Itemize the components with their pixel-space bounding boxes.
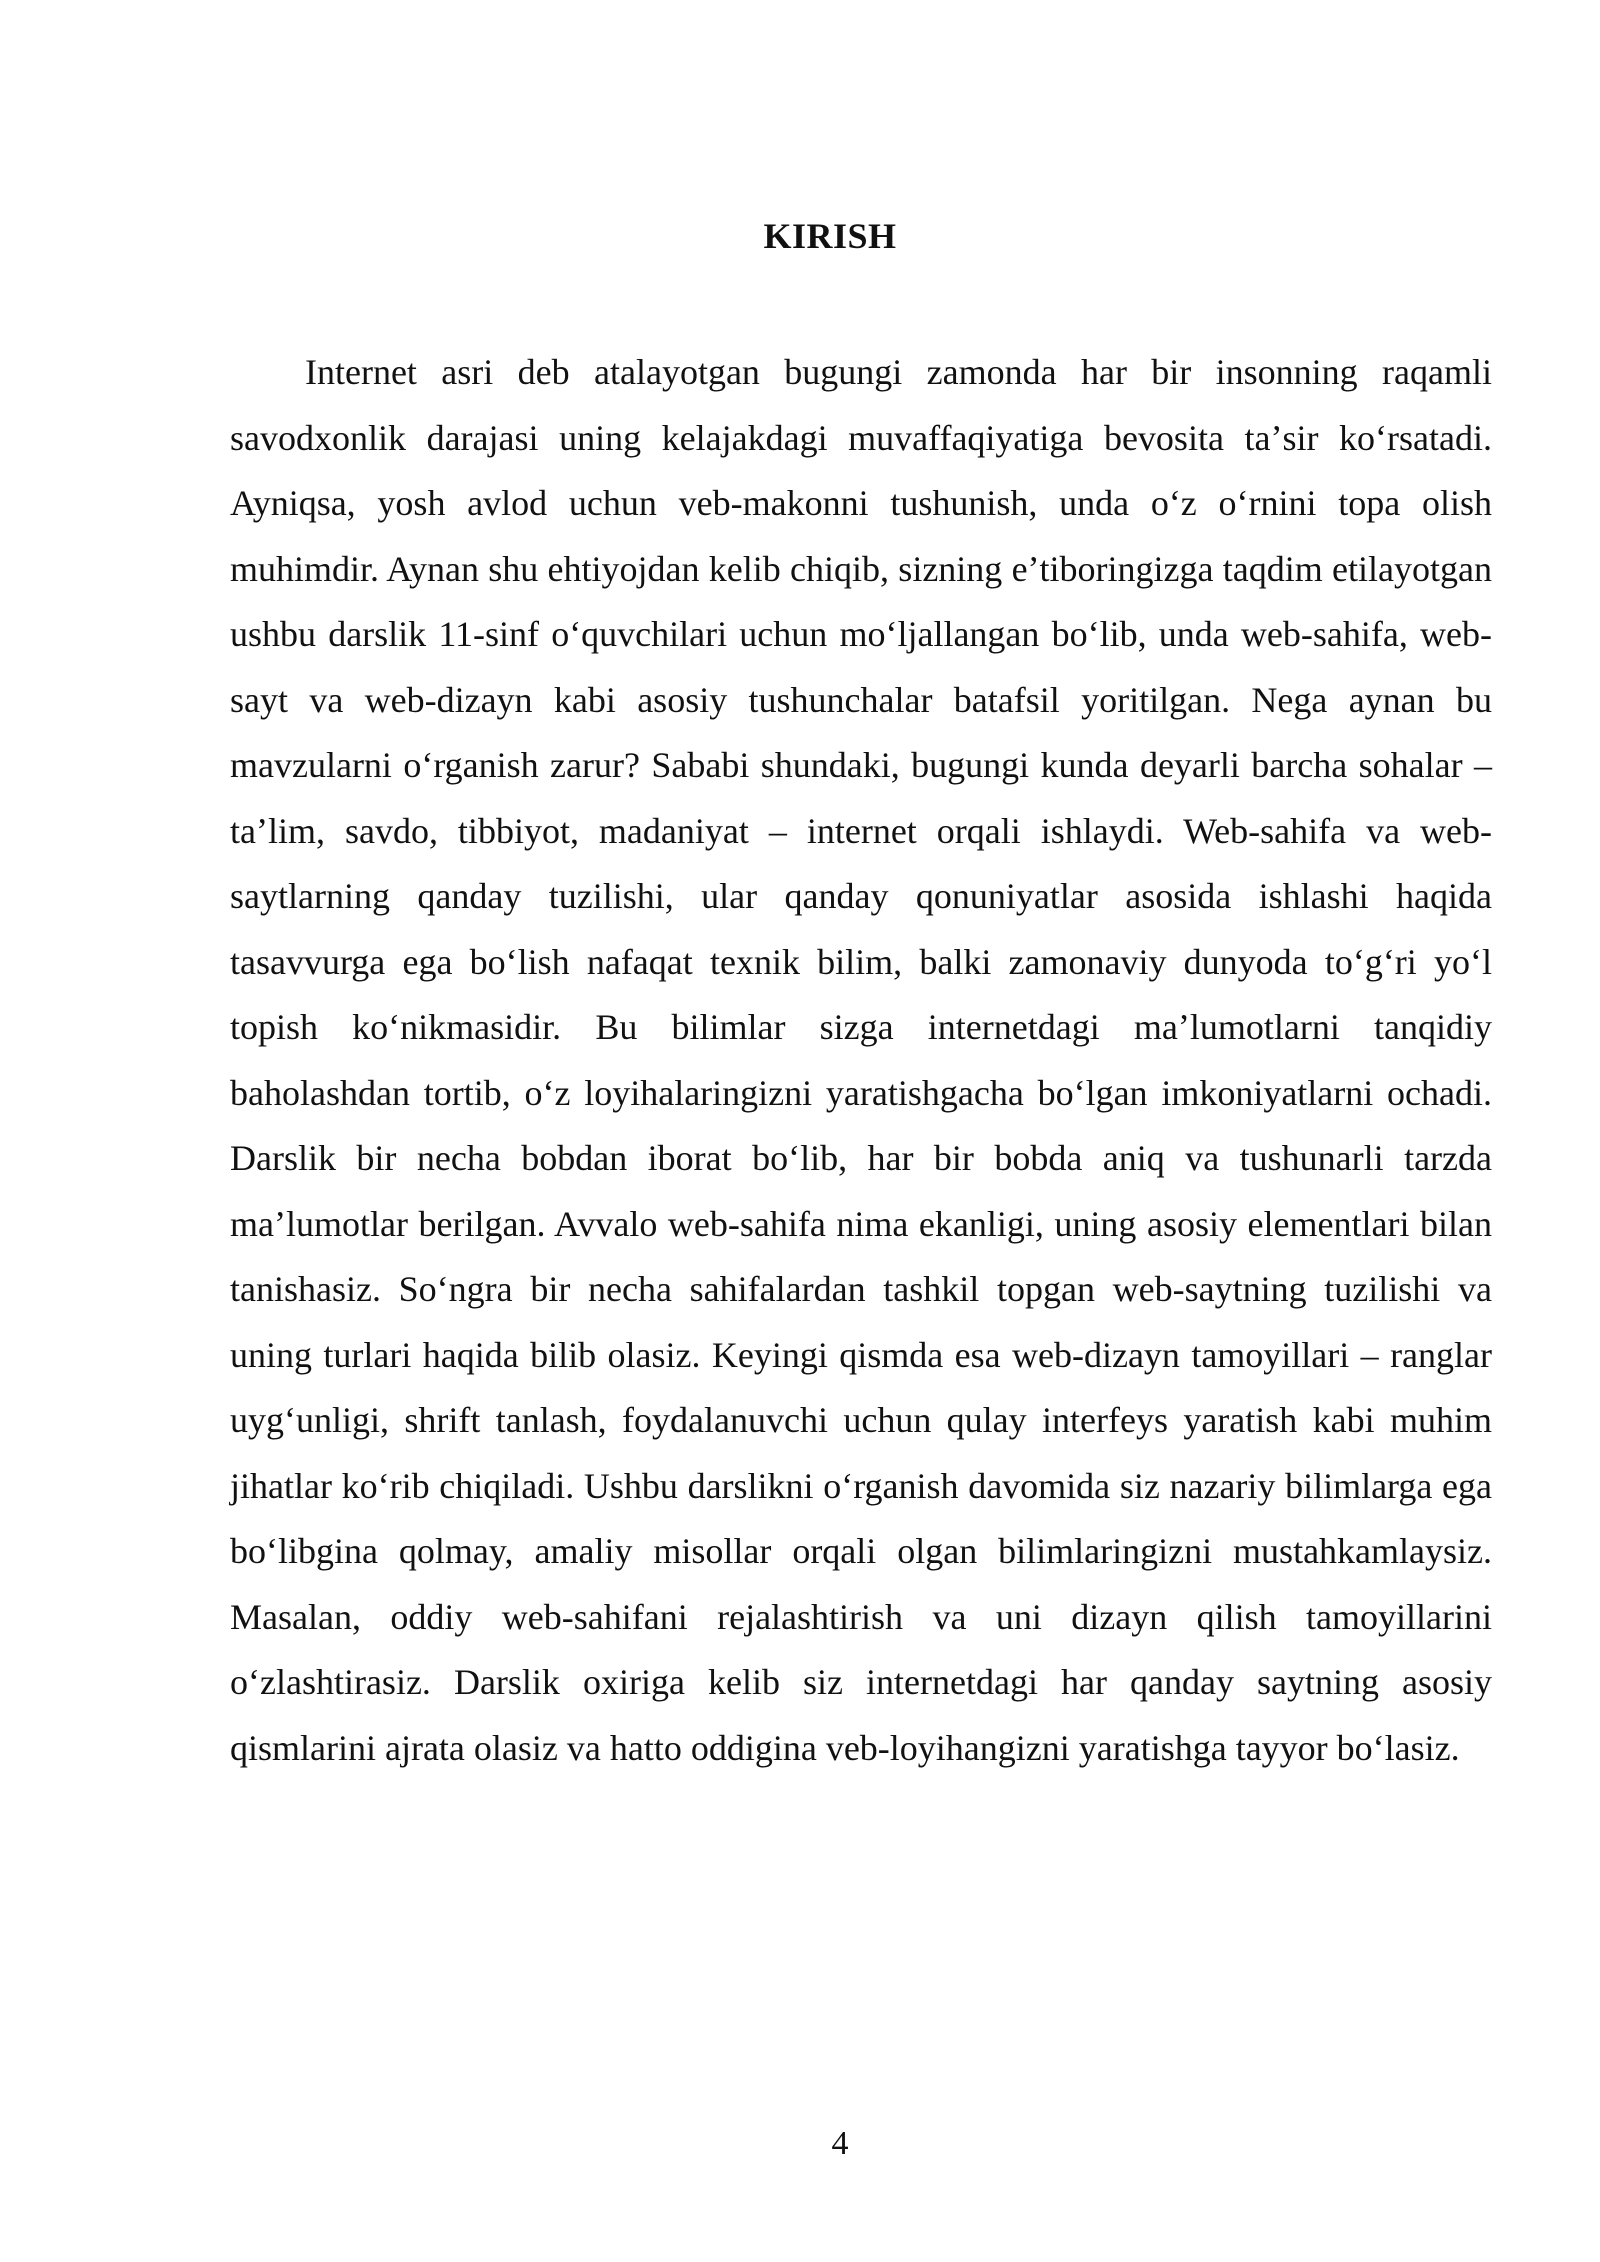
page-title: KIRISH bbox=[763, 216, 897, 256]
page-number: 4 bbox=[831, 2125, 849, 2162]
body-paragraph: Internet asri deb atalayotgan bugungi zamonda har bir insonning raqamli savodxonlik darajasi uning kelajakdagi muvaffaqiyatiga bevosita taʼsir koʻrsatadi. Ayniqsa, yosh avlod uchun veb-makonni tushunish, unda oʻz oʻrnini topa olish muhimdir. Aynan shu ehtiyojdan kelib chiqib, sizning eʼtiboringizga taqdim etilayotgan ushbu darslik 11-sinf oʻquvchilari uchun moʻljallangan boʻlib, unda web-sahifa, web-sayt va web-dizayn kabi asosiy tushunchalar batafsil yoritilgan. Nega aynan bu mavzularni oʻrganish zarur? Sababi shundaki, bugungi kunda deyarli barcha sohalar – taʼlim, savdo, tibbiyot, madaniyat – internet orqali ishlaydi. Web-sahifa va web-saytlarning qanday tuzilishi, ular qanday qonuniyatlar asosida ishlashi haqida tasavvurga ega boʻlish nafaqat texnik bilim, balki zamonaviy dunyoda toʻgʻri yoʻl topish koʻnikmasidir. Bu bilimlar sizga internetdagi maʼlumotlarni tanqidiy baholashdan tortib, oʻz loyihalaringizni yaratishgacha boʻlgan imkoniyatlarni ochadi. Darslik bir necha bobdan iborat boʻlib, har bir bobda aniq va tushunarli tarzda maʼlumotlar berilgan. Avvalo web-sahifa nima ekanligi, uning asosiy elementlari bilan tanishasiz. Soʻngra bir necha sahifalardan tashkil topgan web-saytning tuzilishi va uning turlari haqida bilib olasiz. Keyingi qismda esa web-dizayn tamoyillari – ranglar uygʻunligi, shrift tanlash, foydalanuvchi uchun qulay interfeys yaratish kabi muhim jihatlar koʻrib chiqiladi. Ushbu darslikni oʻrganish davomida siz nazariy bilimlarga ega boʻlibgina qolmay, amaliy misollar orqali olgan bilimlaringizni mustahkamlaysiz. Masalan, oddiy web-sahifani rejalashtirish va uni dizayn qilish tamoyillarini oʻzlashtirasiz. Darslik oxiriga kelib siz internetdagi har qanday saytning asosiy qismlarini ajrata olasiz va hatto oddigina veb-loyihangizni yaratishga tayyor boʻlasiz. bbox=[230, 352, 1492, 1768]
